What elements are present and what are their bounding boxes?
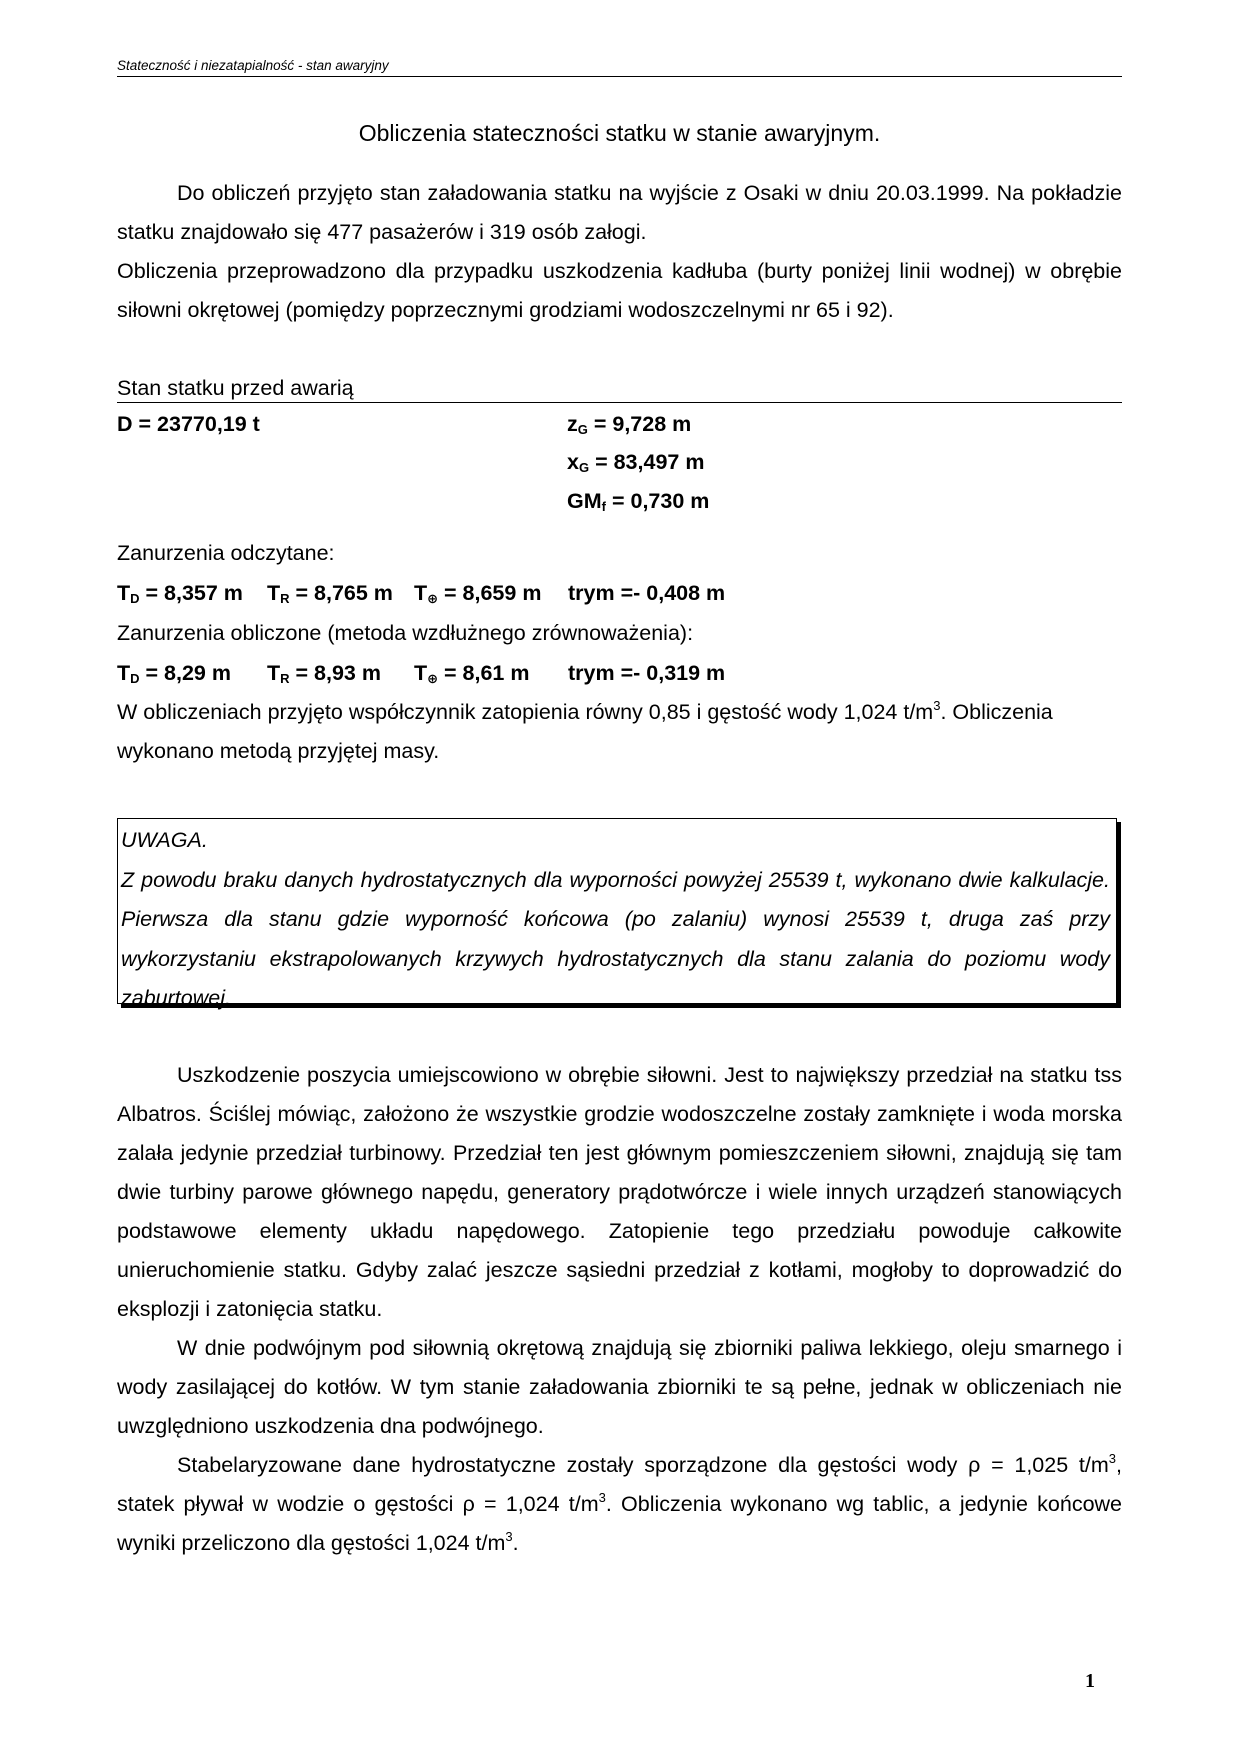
intro-paragraph-2: Obliczenia przeprowadzono dla przypadku uszkodzenia kadłuba (burty poniżej linii wodnej) w obrębie siłowni okrętowej (pomiędzy poprzecznymi grodziami wodoszczelnymi nr 65 i 92). bbox=[117, 259, 1122, 322]
body-paragraph-2: W dnie podwójnym pod siłownią okrętową znajdują się zbiorniki paliwa lekkiego, oleju smarnego i wody zasilającej do kotłów. W tym stanie załadowania zbiorniki te są pełne, jednak w obliczeniach nie uwzględniono uszkodzenia dna podwójnego. bbox=[117, 1336, 1122, 1438]
body-paragraph-3: Stabelaryzowane dane hydrostatyczne zostały sporządzone dla gęstości wody ρ = 1,025 $t/m^3$, statek pływał w wodzie o gęstości ρ = 1,024 $t/m^3$. Obliczenia wykonano wg tablic, a jedynie końcowe wyniki przeliczono dla gęstości 1,024 $t/m^3$. bbox=[117, 1451, 1123, 1555]
section-heading-before-damage: Stan statku przed awarią bbox=[117, 376, 1122, 403]
note-text: Z powodu braku danych hydrostatycznych dla wyporności powyżej 25539 t, wykonano dwie kalkulacje. Pierwsza dla stanu gdzie wyporność końcowa (po zalaniu) wynosi 25539 t, druga zaś przy wykorzystaniu ekstrapolowanych krzywych hydrostatycznych dla stanu zalania do poziomu wody zaburtowej. bbox=[121, 867, 1110, 1010]
page-number: 1 bbox=[1085, 1670, 1095, 1692]
document-title: Obliczenia stateczności statku w stanie awaryjnym. bbox=[358, 120, 881, 146]
drafts-read-row bbox=[117, 573, 1122, 613]
intro-paragraph-1: Do obliczeń przyjęto stan załadowania statku na wyjście z Osaki w dniu 20.03.1999. Na pokładzie statku znajdowało się 477 pasażerów i 319 osób załogi. bbox=[117, 181, 1122, 244]
draft-calc-td: $T_D = 8,29$ m bbox=[117, 661, 231, 686]
running-header: Stateczność i niezatapialność - stan awaryjny bbox=[117, 58, 1122, 77]
coefficient-paragraph: W obliczeniach przyjęto współczynnik zatopienia równy 0,85 i gęstość wody 1,024 $t/m^3$. Obliczenia wykonano metodą przyjętej masy. bbox=[117, 698, 1053, 763]
draft-read-tm: $T_\oplus = 8,659$ m bbox=[414, 581, 542, 606]
note-label: UWAGA. bbox=[121, 828, 208, 852]
draft-read-tr: $T_R = 8,765$ m bbox=[267, 581, 393, 606]
damage-description-section bbox=[117, 1056, 1122, 1563]
drafts-calc-row bbox=[117, 653, 1122, 693]
drafts-calc-label: Zanurzenia obliczone (metoda wzdłużnego zrównoważenia): bbox=[117, 621, 694, 645]
draft-calc-tm: $T_\oplus = 8,61$ m bbox=[414, 661, 530, 686]
intro-section bbox=[117, 174, 1122, 330]
drafts-section bbox=[117, 533, 1122, 771]
note-box bbox=[117, 818, 1117, 1010]
body-paragraph-1: Uszkodzenie poszycia umiejscowiono w obrębie siłowni. Jest to największy przedział na statku tss Albatros. Ściślej mówiąc, założono że wszystkie grodzie wodoszczelne zostały zamknięte i woda morska zalała jedynie przedział turbinowy. Przedział ten jest głównym pomieszczeniem siłowni, znajdują się tam dwie turbiny parowe głównego napędu, generatory prądotwórcze i wiele innych urządzeń stanowiących podstawowe elementy układu napędowego. Zatopienie tego przedziału powoduje całkowite unieruchomienie statku. Gdyby zalać jeszcze sąsiedni przedział z kotłami, mogłoby to doprowadzić do eksplozji i zatonięcia statku. bbox=[117, 1063, 1122, 1321]
draft-read-td: $T_D = 8,357$ m bbox=[117, 581, 243, 606]
drafts-read-label: Zanurzenia odczytane: bbox=[117, 541, 335, 565]
draft-calc-tr: $T_R = 8,93$ m bbox=[267, 661, 381, 686]
displacement-value: D = 23770,19 t bbox=[117, 412, 260, 436]
draft-read-trim: trym =- 0,408 m bbox=[568, 581, 726, 605]
gm-value: $GM_f = 0,730$ m bbox=[567, 489, 710, 514]
zg-value: $z_G = 9,728$ m bbox=[567, 412, 692, 437]
draft-calc-trim: trym =- 0,319 m bbox=[568, 661, 726, 685]
xg-value: $x_G = 83,497$ m bbox=[567, 450, 705, 475]
